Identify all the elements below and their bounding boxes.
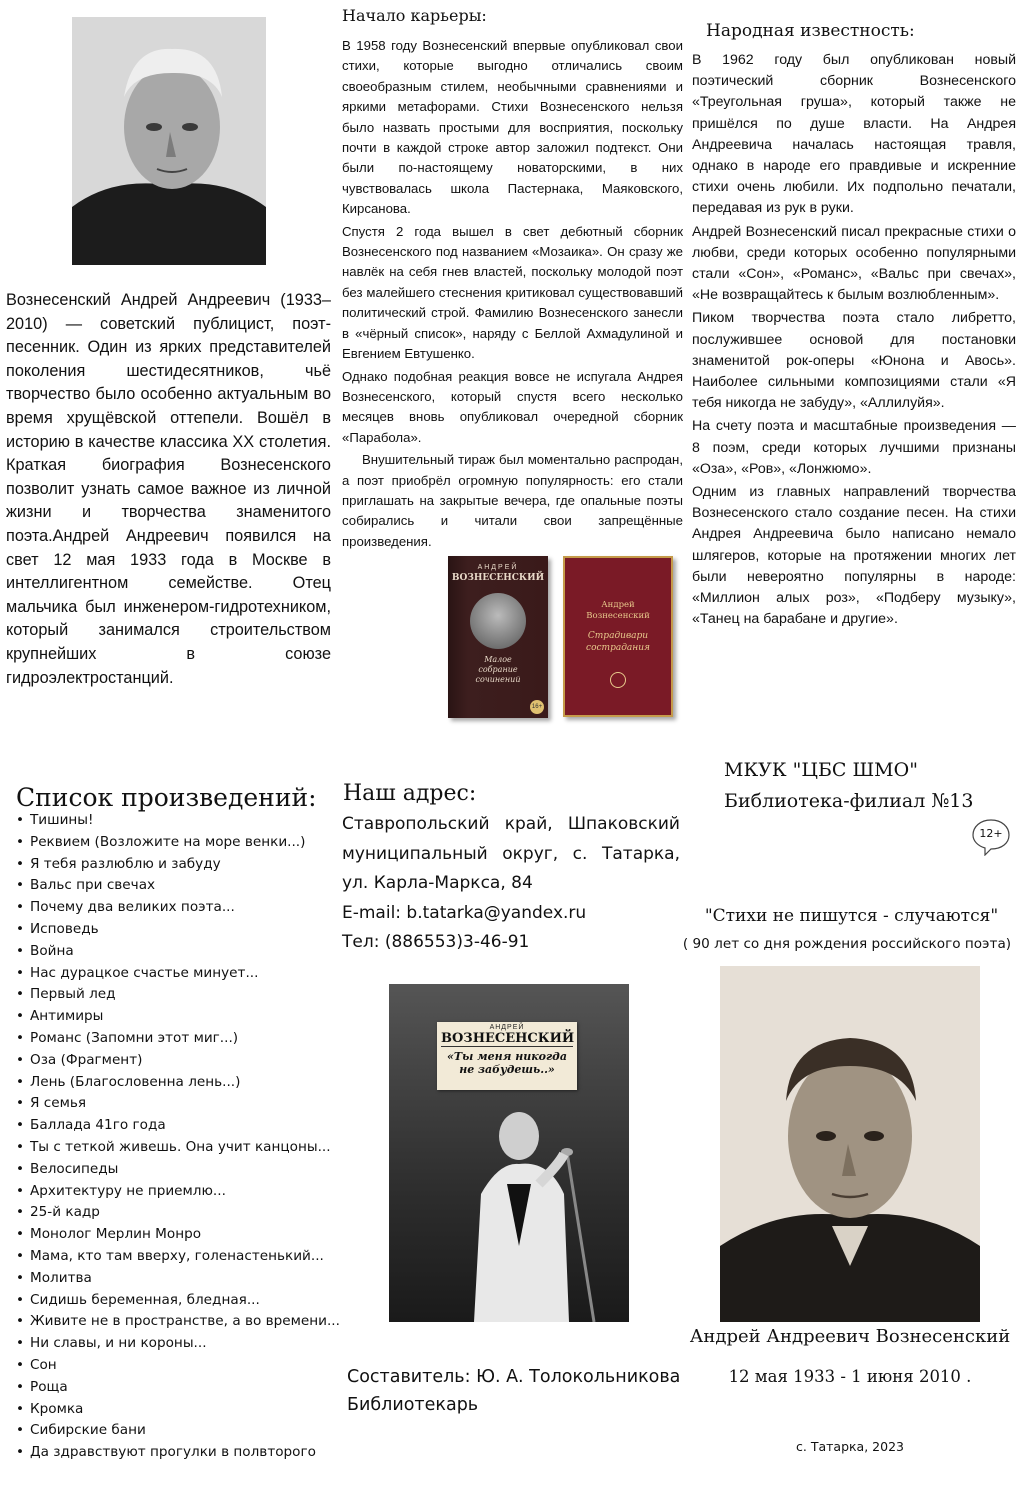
book-author-surname: ВОЗНЕСЕНСКИЙ bbox=[451, 573, 545, 583]
compiler-name: Составитель: Ю. А. Толокольникова bbox=[347, 1367, 681, 1387]
address-block bbox=[342, 810, 680, 958]
career-text bbox=[342, 36, 683, 554]
book3-author: АНДРЕЙ bbox=[489, 1024, 525, 1031]
event-title: "Стихи не пишутся - случаются" bbox=[704, 906, 999, 926]
fame-paragraph-2: Андрей Вознесенский писал прекрасные стихи о любви, среди которых особенно популярными стали «Сон», «Романс», «Вальс при свечах», «Не возвращайтесь к былым возлюбленным». bbox=[692, 223, 1016, 304]
age-rating-text: 12+ bbox=[979, 827, 1003, 840]
place-year: с. Татарка, 2023 bbox=[796, 1439, 904, 1454]
address-line: Ставропольский край, Шпаковский муниципальный округ, с. Татарка, ул. Карла-Маркса, 84 bbox=[342, 814, 680, 893]
book2-title: Страдивари сострадания bbox=[586, 631, 650, 653]
book-cover-stradivari bbox=[563, 556, 673, 717]
works-list-item: • Архитектуру не приемлю... bbox=[16, 1181, 340, 1203]
poet-dates: 12 мая 1933 - 1 июня 2010 . bbox=[728, 1367, 972, 1386]
works-list-item: • Оза (Фрагмент) bbox=[16, 1050, 340, 1072]
fame-paragraph-5: Одним из главных направлений творчества Вознесенского стало создание песен. На стихи Андрея Андреевича было написано немало шлягеров, которые на протяжении многих лет были невероятно популярны в народе: «Миллион алых роз», «Подберу музыку», «Танец на барабане и другие». bbox=[692, 484, 1016, 628]
career-paragraph-4: Внушительный тираж был моментально распродан, а поэт приобрёл огромную популярность: его стали приглашать на закрытые вечера, где опальные поэты собирались и читали свои запрещённые произведения. bbox=[342, 452, 683, 549]
works-list-item: • Ни славы, и ни короны... bbox=[16, 1333, 340, 1355]
age-rating-badge: 16+ bbox=[530, 700, 544, 714]
works-list-item: • Живите не в пространстве, а во времени... bbox=[16, 1311, 340, 1333]
works-list-item: • Война bbox=[16, 941, 340, 963]
works-list-item: • Первый лед bbox=[16, 984, 340, 1006]
fame-paragraph-1: В 1962 году был опубликован новый поэтический сборник Вознесенского «Треугольная груша», который также не пришёлся по душе власти. На Андрея Андреевича началась настоящая травля, однако в народе его правдивые и искренние стихи очень любили. Их подпольно печатали, передавая из рук в руки. bbox=[692, 52, 1016, 217]
compiler-role: Библиотекарь bbox=[347, 1395, 479, 1415]
works-list-item: • Вальс при свечах bbox=[16, 875, 340, 897]
works-list-item: • Реквием (Возложите на море венки...) bbox=[16, 832, 340, 854]
works-list-item: • Ты с теткой живешь. Она учит канцоны... bbox=[16, 1137, 340, 1159]
works-list-item: • Романс (Запомни этот миг...) bbox=[16, 1028, 340, 1050]
works-list-item: • Сидишь беременная, бледная... bbox=[16, 1290, 340, 1312]
works-list-item: • Исповедь bbox=[16, 919, 340, 941]
career-paragraph-1: В 1958 году Вознесенский впервые опубликовал свои стихи, которые выгодно отличались своим своеобразным стилем, необычными сравнениями и яркими метафорами. Стихи Вознесенского нельзя было назвать простыми для восприятия, поскольку почти в каждой строке автор заложил подтекст. Они были по-настоящему новаторскими, в них чувствовалась школа Пастернака, Маяковского, Кирсанова. bbox=[342, 38, 683, 217]
works-list-item: • Баллада 41го года bbox=[16, 1115, 340, 1137]
works-list-item: • Да здравствуют прогулки в полвторого bbox=[16, 1442, 340, 1464]
book3-surname: ВОЗНЕСЕНСКИЙ bbox=[441, 1031, 575, 1046]
phone-text: Тел: (886553)3-46-91 bbox=[342, 932, 530, 952]
book-title: Малое собрание сочинений bbox=[475, 655, 521, 684]
event-subtitle: ( 90 лет со дня рождения российского поэта) bbox=[682, 936, 1012, 952]
organization-block bbox=[724, 755, 973, 817]
works-list-item: • Лень (Благословенна лень...) bbox=[16, 1072, 340, 1094]
library-branch: Библиотека-филиал №13 bbox=[724, 790, 974, 812]
works-list-item: • Молитва bbox=[16, 1268, 340, 1290]
portrait-photo-young bbox=[720, 966, 980, 1322]
email-text: E-mail: b.tatarka@yandex.ru bbox=[342, 902, 587, 923]
book3-title: «Ты меня никогда не забудешь..» bbox=[447, 1050, 567, 1076]
career-paragraph-3: Однако подобная реакция вовсе не испугала Андрея Вознесенского, который спустя всего несколько месяцев вновь опубликовал очередной сборник «Парабола». bbox=[342, 368, 683, 445]
works-heading: Список произведений: bbox=[16, 783, 317, 812]
book-cover-small-collection bbox=[448, 556, 548, 718]
book-author-first: АНДРЕЙ bbox=[477, 564, 519, 571]
works-list-item: • Антимиры bbox=[16, 1006, 340, 1028]
book-portrait bbox=[470, 593, 526, 649]
works-list-item: • Я тебя разлюблю и забуду bbox=[16, 854, 340, 876]
career-heading: Начало карьеры: bbox=[342, 6, 487, 25]
works-list-item: • Мама, кто там вверху, голенастенький... bbox=[16, 1246, 340, 1268]
works-list-item: • Почему два великих поэта... bbox=[16, 897, 340, 919]
performer-silhouette bbox=[389, 984, 629, 1322]
works-list-item: • 25-й кадр bbox=[16, 1202, 340, 1224]
book-cover-you-will-never-forget-me bbox=[389, 984, 629, 1322]
works-list-item: • Нас дурацкое счастье минует... bbox=[16, 963, 340, 985]
age-rating-bubble bbox=[971, 818, 1011, 856]
works-list-item: • Сон bbox=[16, 1355, 340, 1377]
career-paragraph-2: Спустя 2 года вышел в свет дебютный сборник Вознесенского под названием «Мозаика». Он сразу же навлёк на себя гнев властей, поскольку молодой поэт без малейшего стеснения критиковал существовавший политический строй. Фамилию Вознесенского занесли в «чёрный список», наряду с Беллой Ахмадулиной и Евгением Евтушенко. bbox=[342, 223, 683, 362]
works-list-item: • Я семья bbox=[16, 1093, 340, 1115]
book2-author: Андрей Вознесенский bbox=[586, 600, 650, 621]
biography-text: Вознесенский Андрей Андреевич (1933–2010) — советский публицист, поэт-песенник. Один из ярких представителей поколения шестидесятников, чьё творчество было особенно актуальным во время хрущёвской оттепели. Вошёл в историю в качестве классика XX столетия. Краткая биография Вознесенского позволит узнать самое важное из личной жизни и творчества знаменитого поэта.Андрей Андреевич появился на свет 12 мая 1933 года в Москве в интеллигентном семействе. Отец мальчика был инженером-гидротехником, который занимался строительством крупнейших в союзе гидроэлектростанций. bbox=[6, 291, 331, 687]
poet-name: Андрей Андреевич Вознесенский bbox=[689, 1326, 1011, 1347]
fame-text bbox=[692, 50, 1016, 632]
compiler-block bbox=[347, 1363, 680, 1419]
works-list bbox=[16, 810, 340, 1464]
works-list-item: • Велосипеды bbox=[16, 1159, 340, 1181]
address-heading: Наш адрес: bbox=[343, 781, 477, 806]
fame-paragraph-4: На счету поэта и масштабные произведения — 8 поэм, среди которых лучшими признаны «Оза», «Ров», «Лонжюмо». bbox=[692, 418, 1016, 477]
fame-heading: Народная известность: bbox=[706, 21, 915, 41]
portrait-photo-older bbox=[72, 17, 266, 265]
organization-name: МКУК "ЦБС ШМО" bbox=[724, 759, 918, 781]
works-list-item: • Сибирские бани bbox=[16, 1420, 340, 1442]
works-list-item: • Кромка bbox=[16, 1399, 340, 1421]
works-list-item: • Тишины! bbox=[16, 810, 340, 832]
fame-paragraph-3: Пиком творчества поэта стало либретто, послужившее основой для постановки знаменитой рок-оперы «Юнона и Авось». Наиболее сильными композициями стали «Я тебя никогда не забуду», «Аллилуйя». bbox=[692, 310, 1016, 412]
book2-emblem-icon bbox=[610, 672, 626, 688]
works-list-item: • Роща bbox=[16, 1377, 340, 1399]
works-list-item: • Монолог Мерлин Монро bbox=[16, 1224, 340, 1246]
